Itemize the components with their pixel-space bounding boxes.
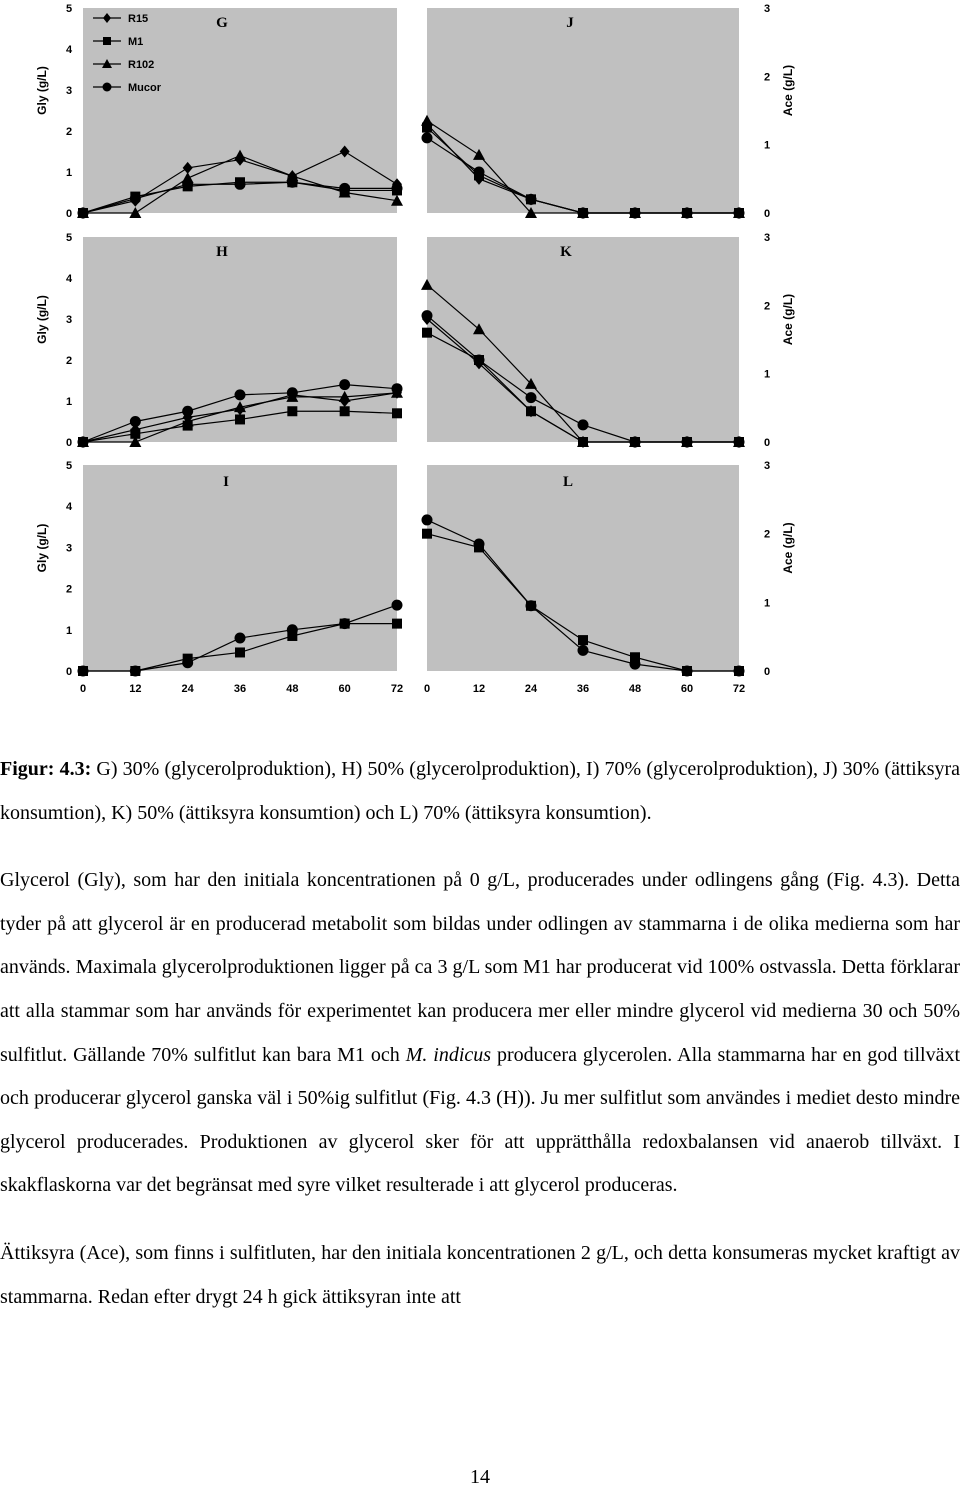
panel-letter: H — [216, 244, 228, 260]
data-point — [630, 659, 641, 670]
data-point — [422, 132, 433, 143]
x-tick-label: 48 — [286, 683, 299, 695]
x-tick-label: 0 — [79, 683, 87, 695]
paragraph-glycerol-text: Glycerol (Gly), som har den initiala koncentrationen på 0 g/L, producerades under odlingens gång (Fig. 4.3). Detta tyder på att glycerol är en producerad metabolit som bildas under odlingen av stammarna i de olika medierna som har används. Maximala glycerolproduktionen ligger på ca 3 g/L som M1 har producerat vid 100% ostvassla. Detta förklarar att alla stammar som har används för experimentet kan producera mer eller mindre glycerol vid medierna 30 och 50% sulfitlut. Gällande 70% sulfitlut kan bara M1 och — [0, 869, 960, 1066]
figure-4-3 — [0, 0, 960, 720]
y-tick-label: 1 — [763, 139, 771, 152]
legend-label: M1 — [128, 36, 144, 48]
x-tick-label: 36 — [233, 683, 247, 695]
legend-label: Mucor — [128, 82, 161, 94]
panel-h — [35, 232, 403, 449]
data-point — [392, 619, 402, 629]
data-point — [130, 193, 141, 204]
data-point — [182, 657, 193, 668]
panel-letter: L — [562, 474, 574, 490]
y-axis-label: Gly (g/L) — [35, 523, 49, 573]
plot-area — [427, 237, 739, 442]
y-tick-label: 3 — [763, 460, 771, 472]
x-tick-label: 72 — [390, 683, 404, 695]
y-tick-label: 1 — [763, 597, 771, 610]
data-point — [392, 383, 403, 394]
y-tick-label: 2 — [65, 355, 73, 367]
y-axis-label: Gly (g/L) — [35, 295, 49, 344]
data-point — [78, 208, 89, 219]
y-tick-label: 0 — [65, 666, 73, 678]
data-point — [392, 408, 402, 418]
y-tick-label: 3 — [65, 542, 73, 555]
data-point — [235, 179, 246, 190]
y-tick-label: 2 — [763, 71, 771, 84]
data-point — [78, 666, 89, 677]
page-number: 14 — [470, 1466, 490, 1488]
species-name: M. indicus — [405, 1043, 492, 1066]
data-point — [734, 208, 745, 219]
x-tick-label: 12 — [129, 683, 142, 695]
data-point — [630, 208, 641, 219]
y-tick-label: 2 — [763, 528, 771, 541]
panel-letter: G — [216, 15, 228, 31]
panel-l — [422, 460, 796, 695]
panel-i — [35, 460, 403, 695]
data-point — [392, 600, 403, 611]
y-tick-label: 3 — [65, 85, 73, 97]
data-point — [235, 389, 246, 400]
plot-area — [427, 8, 739, 213]
y-tick-label: 0 — [65, 437, 73, 449]
x-tick-label: 36 — [576, 683, 590, 695]
data-point — [422, 529, 432, 539]
x-tick-label: 12 — [472, 683, 486, 695]
data-point — [235, 647, 245, 657]
data-point — [734, 666, 745, 677]
y-axis-label: Ace (g/L) — [781, 522, 795, 574]
y-tick-label: 0 — [65, 208, 73, 220]
caption-label: Figur: 4.3: — [0, 758, 92, 780]
legend-marker — [103, 83, 112, 92]
data-point — [422, 328, 432, 338]
data-point — [474, 167, 485, 178]
panel-letter: K — [560, 244, 572, 260]
y-tick-label: 4 — [65, 273, 73, 285]
data-point — [474, 538, 485, 549]
data-point — [339, 183, 350, 194]
data-point — [526, 406, 536, 416]
y-tick-label: 5 — [65, 232, 73, 244]
caption-body: G) 30% (glycerolproduktion), H) 50% (glycerolproduktion), I) 70% (glycerolproduktion), J) 30% (ättiksyra konsumtion), K) 50% (ättiksyra konsumtion) och L) 70% (ättiksyra konsumtion). — [0, 758, 960, 824]
legend-label: R102 — [128, 59, 155, 71]
data-point — [526, 392, 537, 403]
data-point — [130, 666, 141, 677]
data-point — [287, 624, 298, 635]
paragraph-acetic-acid: Ättiksyra (Ace), som finns i sulfitluten, har den initiala koncentrationen 2 g/L, och detta konsumeras mycket kraftigt av stammarna. Redan efter drygt 24 h gick ättiksyran inte att — [0, 1241, 960, 1308]
data-point — [578, 208, 589, 219]
y-tick-label: 2 — [65, 126, 73, 138]
y-tick-label: 1 — [65, 624, 73, 637]
x-tick-label: 48 — [628, 683, 642, 695]
page-text — [0, 748, 960, 1319]
figure-caption — [0, 748, 960, 835]
data-point — [182, 406, 193, 417]
panel-letter: J — [566, 15, 574, 31]
y-tick-label: 5 — [65, 3, 73, 15]
data-point — [578, 419, 589, 430]
x-tick-label: 60 — [680, 683, 694, 695]
data-point — [526, 600, 537, 611]
data-point — [682, 208, 693, 219]
data-point — [474, 355, 485, 366]
data-point — [339, 618, 350, 629]
data-point — [287, 406, 297, 416]
x-tick-label: 72 — [732, 683, 746, 695]
y-tick-label: 3 — [763, 232, 771, 244]
x-tick-label: 0 — [423, 683, 431, 695]
y-tick-label: 1 — [65, 396, 73, 408]
data-point — [78, 437, 89, 448]
y-tick-label: 0 — [763, 666, 771, 678]
y-tick-label: 2 — [65, 583, 73, 596]
data-point — [526, 194, 537, 205]
data-point — [235, 414, 245, 424]
data-point — [235, 633, 246, 644]
y-tick-label: 2 — [763, 300, 771, 313]
data-point — [392, 183, 403, 194]
data-point — [422, 310, 433, 321]
legend-label: R15 — [128, 13, 149, 25]
x-tick-label: 24 — [181, 683, 194, 695]
y-axis-label: Gly (g/L) — [35, 66, 49, 115]
data-point — [578, 645, 589, 656]
data-point — [682, 437, 693, 448]
data-point — [130, 416, 141, 427]
y-tick-label: 3 — [65, 314, 73, 326]
data-point — [630, 437, 641, 448]
data-point — [340, 406, 350, 416]
y-tick-label: 0 — [763, 437, 771, 449]
panel-j — [421, 3, 795, 220]
data-point — [734, 437, 745, 448]
data-point — [578, 635, 588, 645]
panel-letter: I — [223, 474, 229, 490]
x-tick-label: 60 — [338, 683, 351, 695]
data-point — [682, 666, 693, 677]
data-point — [182, 179, 193, 190]
data-point — [287, 387, 298, 398]
data-point — [287, 177, 298, 188]
y-tick-label: 0 — [763, 208, 771, 220]
data-point — [339, 379, 350, 390]
y-tick-label: 1 — [763, 368, 771, 381]
legend-marker — [103, 37, 111, 45]
paragraph-glycerol — [0, 859, 960, 1208]
paragraph-glycerol-end: producera glycerolen. Alla stammarna har en god tillväxt och producerar glycerol ganska väl i 50%ig sulfitlut (Fig. 4.3 (H)). Ju mer sulfitlut som användes i mediet desto mindre glycerol producerades. Produktionen av glycerol sker för att upprätthålla redoxbalansen vid anaerob tillväxt. I skakflaskorna var det begränsat med syre vilket resulterade i att glycerol produceras. — [0, 1043, 960, 1197]
y-tick-label: 3 — [763, 3, 771, 15]
x-tick-label: 24 — [524, 683, 538, 695]
y-axis-label: Ace (g/L) — [781, 64, 795, 117]
y-axis-label: Ace (g/L) — [781, 293, 795, 346]
y-tick-label: 1 — [65, 167, 73, 179]
panel-k — [421, 232, 795, 449]
panel-g — [35, 3, 403, 220]
data-point — [422, 514, 433, 525]
y-tick-label: 4 — [65, 501, 73, 514]
y-tick-label: 4 — [65, 44, 73, 56]
y-tick-label: 5 — [65, 460, 73, 472]
